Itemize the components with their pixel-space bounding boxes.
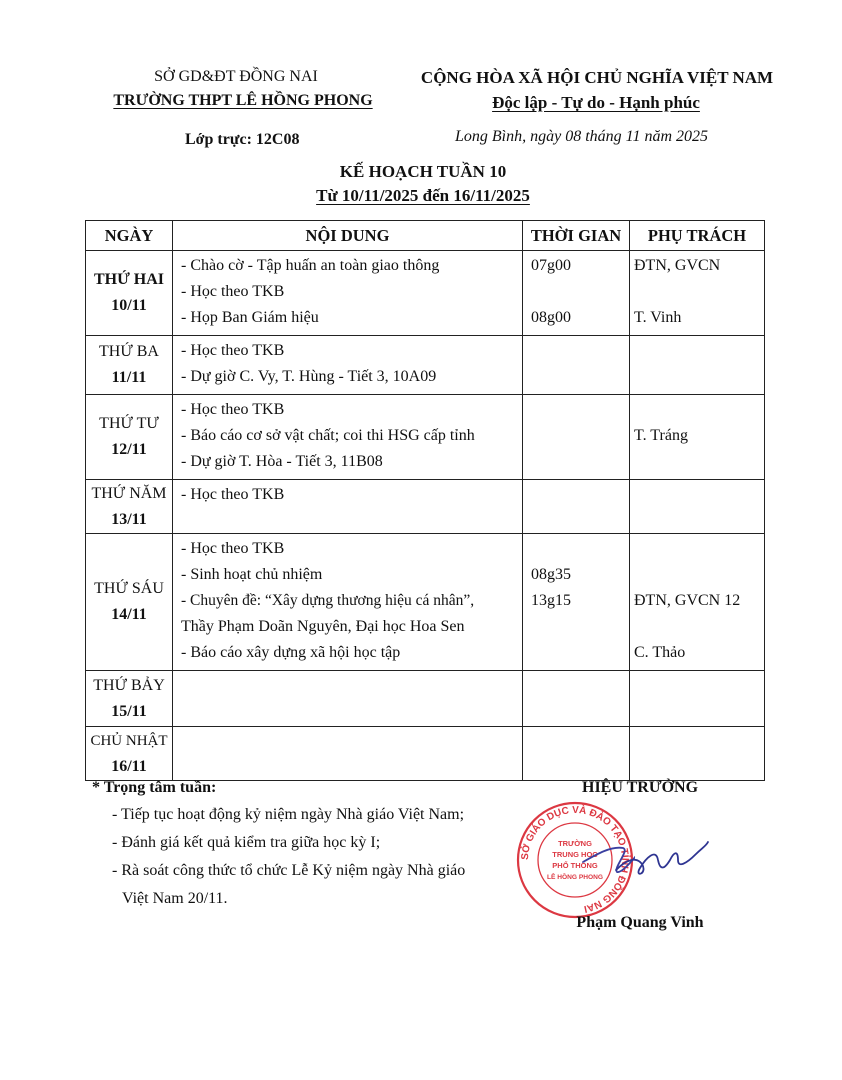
content-cell xyxy=(173,251,523,336)
table-row xyxy=(86,395,765,480)
content-line: - Dự giờ T. Hòa - Tiết 3, 11B08 xyxy=(181,453,383,470)
handwritten-signature xyxy=(612,830,712,890)
motto: Độc lập - Tự do - Hạnh phúc xyxy=(492,93,700,112)
content-line: - Sinh hoạt chủ nhiệm xyxy=(181,566,323,583)
table-row xyxy=(86,480,765,534)
table-row xyxy=(86,251,765,336)
time-line: 07g00 xyxy=(531,257,571,274)
day-date: 10/11 xyxy=(111,297,147,314)
column-header-time: THỜI GIAN xyxy=(523,221,630,251)
principal-name: Phạm Quang Vinh xyxy=(576,914,704,931)
person-line xyxy=(630,279,764,305)
time-line: 08g00 xyxy=(531,309,571,326)
day-date: 15/11 xyxy=(111,702,147,720)
day-date: 11/11 xyxy=(111,369,147,386)
content-cell xyxy=(173,727,523,781)
day-date: 13/11 xyxy=(111,510,147,528)
day-cell xyxy=(86,336,173,395)
day-cell xyxy=(86,251,173,336)
person-line: C. Thảo xyxy=(634,644,686,661)
content-cell xyxy=(173,395,523,480)
table-row xyxy=(86,336,765,395)
content-line: - Dự giờ C. Vy, T. Hùng - Tiết 3, 10A09 xyxy=(181,368,437,385)
content-cell xyxy=(173,534,523,671)
content-cell xyxy=(173,480,523,534)
time-line xyxy=(523,640,629,666)
person-cell xyxy=(630,727,765,781)
day-cell xyxy=(86,480,173,534)
plan-title: KẾ HOẠCH TUẦN 10 xyxy=(339,162,507,181)
content-cell xyxy=(173,336,523,395)
day-cell xyxy=(86,395,173,480)
country-name: CỘNG HÒA XÃ HỘI CHỦ NGHĨA VIỆT NAM xyxy=(420,68,774,87)
day-name: CHỦ NHẬT xyxy=(90,732,168,749)
day-name: THỨ BA xyxy=(99,343,159,360)
principal-title: HIỆU TRƯỞNG xyxy=(581,779,699,796)
time-line: 13g15 xyxy=(531,592,571,609)
focus-item: - Rà soát công thức tổ chức Lễ Kỷ niệm ngày Nhà giáo xyxy=(112,862,466,879)
person-cell xyxy=(630,534,765,671)
focus-item: - Tiếp tục hoạt động kỷ niệm ngày Nhà giáo Việt Nam; xyxy=(112,806,465,823)
person-line: ĐTN, GVCN xyxy=(634,257,721,274)
day-name: THỨ SÁU xyxy=(94,580,164,597)
person-cell xyxy=(630,480,765,534)
day-cell xyxy=(86,671,173,727)
plan-date-range: Từ 10/11/2025 đến 16/11/2025 xyxy=(316,186,530,205)
person-cell xyxy=(630,251,765,336)
person-cell xyxy=(630,336,765,395)
day-name: THỨ BẢY xyxy=(93,676,165,694)
duty-class: Lớp trực: 12C08 xyxy=(185,131,300,148)
column-header-content: NỘI DUNG xyxy=(173,221,523,251)
school-name: TRƯỜNG THPT LÊ HỒNG PHONG xyxy=(113,92,373,109)
column-header-person: PHỤ TRÁCH xyxy=(630,221,765,251)
day-date: 16/11 xyxy=(111,757,147,775)
place-date: Long Bình, ngày 08 tháng 11 năm 2025 xyxy=(455,128,709,145)
day-cell xyxy=(86,727,173,781)
day-date: 14/11 xyxy=(111,606,147,623)
content-line: - Học theo TKB xyxy=(181,283,285,300)
focus-heading: * Trọng tâm tuần: xyxy=(92,779,217,796)
person-line xyxy=(630,536,764,562)
time-cell xyxy=(523,336,630,395)
time-cell xyxy=(523,480,630,534)
svg-text:TRUNG HỌC: TRUNG HỌC xyxy=(552,850,598,859)
person-line xyxy=(630,562,764,588)
person-line: ĐTN, GVCN 12 xyxy=(634,592,741,609)
svg-text:SỞ GIÁO DỤC VÀ ĐÀO TẠO TỈNH ĐỒ: SỞ GIÁO DỤC VÀ ĐÀO TẠO TỈNH ĐỒNG NAI xyxy=(519,804,631,915)
content-line: - Học theo TKB xyxy=(181,486,285,503)
department-name: SỞ GD&ĐT ĐỒNG NAI xyxy=(154,68,318,85)
content-line: - Báo cáo cơ sở vật chất; coi thi HSG cấp tỉnh xyxy=(181,427,475,444)
day-cell xyxy=(86,534,173,671)
table-row xyxy=(86,534,765,671)
table-row xyxy=(86,727,765,781)
time-line xyxy=(523,279,629,305)
content-cell xyxy=(173,671,523,727)
person-line xyxy=(630,449,764,475)
time-line: 08g35 xyxy=(531,566,571,583)
time-line xyxy=(523,614,629,640)
time-cell xyxy=(523,534,630,671)
time-cell xyxy=(523,395,630,480)
day-name: THỨ NĂM xyxy=(91,484,167,502)
day-name: THỨ TƯ xyxy=(99,415,159,432)
column-header-day: NGÀY xyxy=(86,221,173,251)
focus-item: Việt Nam 20/11. xyxy=(122,890,228,907)
content-line: - Học theo TKB xyxy=(181,540,285,557)
time-line xyxy=(523,536,629,562)
table-header-row xyxy=(86,221,765,251)
content-line: - Chào cờ - Tập huấn an toàn giao thông xyxy=(181,257,440,274)
day-name: THỨ HAI xyxy=(93,271,165,288)
content-line: - Học theo TKB xyxy=(181,342,285,359)
table-row xyxy=(86,671,765,727)
person-line: T. Tráng xyxy=(634,427,688,444)
time-cell xyxy=(523,727,630,781)
person-line xyxy=(630,614,764,640)
content-line: - Học theo TKB xyxy=(181,401,285,418)
svg-text:PHỔ THÔNG: PHỔ THÔNG xyxy=(552,861,598,870)
svg-text:LÊ HỒNG PHONG: LÊ HỒNG PHONG xyxy=(546,874,604,881)
person-cell xyxy=(630,671,765,727)
svg-text:TRƯỜNG: TRƯỜNG xyxy=(558,839,592,848)
time-cell xyxy=(523,251,630,336)
person-line: T. Vinh xyxy=(634,309,682,326)
content-line: - Họp Ban Giám hiệu xyxy=(181,309,319,326)
person-line xyxy=(630,397,764,423)
content-line: - Báo cáo xây dựng xã hội học tập xyxy=(181,644,401,661)
content-line: Thầy Phạm Doãn Nguyên, Đại học Hoa Sen xyxy=(181,618,465,635)
day-date: 12/11 xyxy=(111,441,147,458)
time-cell xyxy=(523,671,630,727)
focus-item: - Đánh giá kết quả kiểm tra giữa học kỳ I; xyxy=(112,834,381,851)
content-line: - Chuyên đề: “Xây dựng thương hiệu cá nhân”, xyxy=(181,592,475,609)
person-cell xyxy=(630,395,765,480)
weekly-plan-table xyxy=(85,220,765,781)
